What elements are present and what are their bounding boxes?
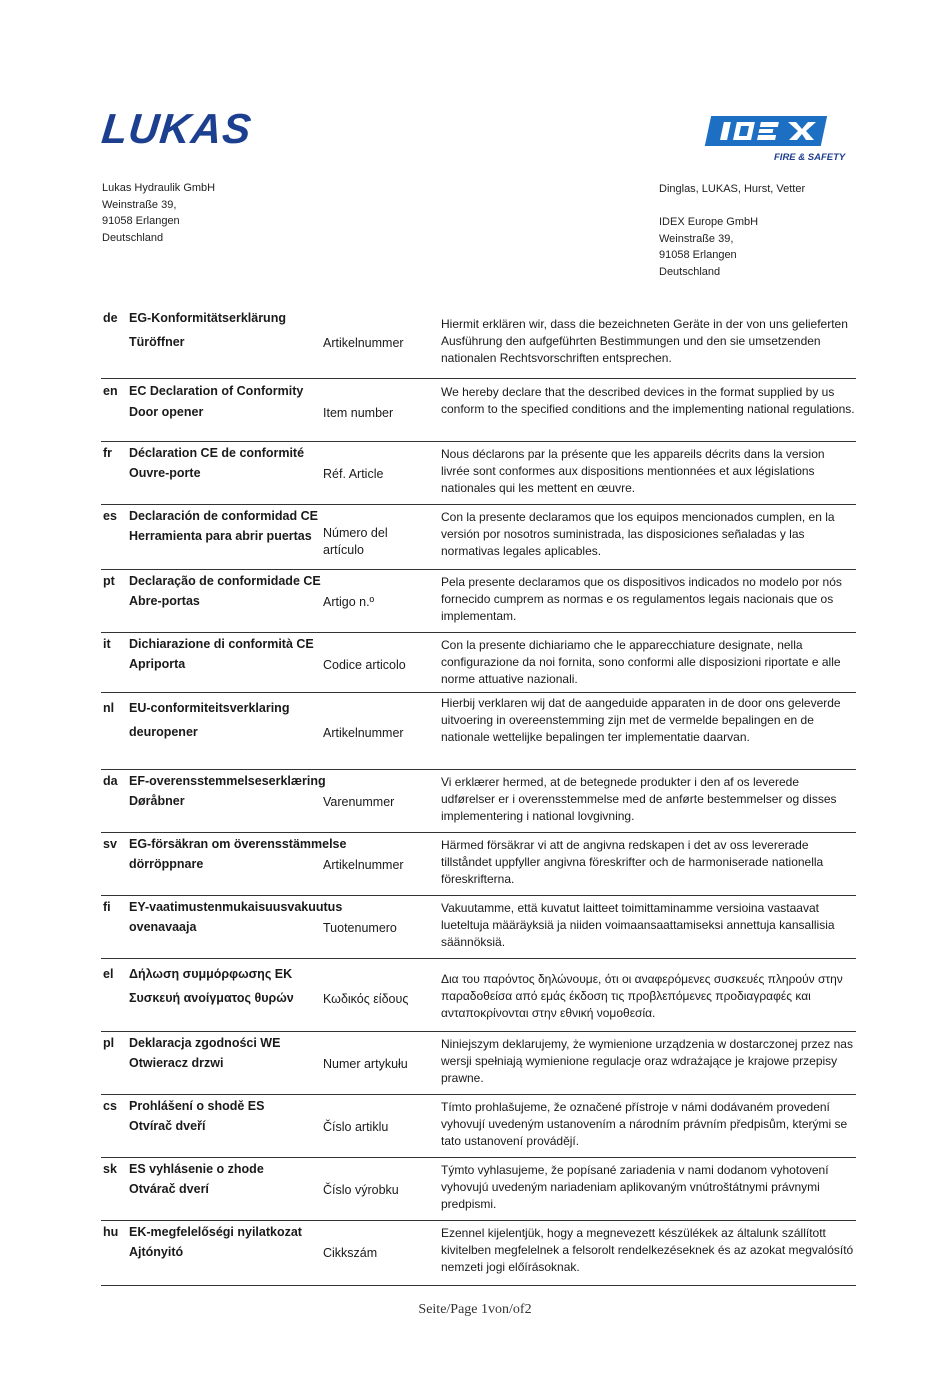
signatories <box>659 181 805 198</box>
language-code: da <box>103 774 118 788</box>
declaration-title: Deklaracja zgodności WE <box>129 1036 281 1050</box>
product-name: Door opener <box>129 405 204 419</box>
declaration-row <box>101 1032 856 1095</box>
product-name: Apriporta <box>129 657 186 671</box>
address-line: Weinstraße 39, <box>102 198 177 211</box>
language-code: es <box>103 509 117 523</box>
product-name: Ouvre-porte <box>129 466 201 480</box>
declaration-text: Con la presente dichiariamo che le apparecchiature designate, nella configurazione da noi fornita, sono conformi alle disposizioni riportate e alle norme attuative nazionali. <box>441 638 841 686</box>
declaration-text: Hierbij verklaren wij dat de aangeduide apparaten in de door ons geleverde uitvoering in overeenstemming zijn met de vermelde bepalingen en de nationale wettelijke bepalingen ter implementatie daarvan. <box>441 696 841 744</box>
declaration-text: Con la presente declaramos que los equipos mencionados cumplen, en la versión por nosotros suministrada, las disposiciones señaladas y las normativas legales aplicables. <box>441 510 835 558</box>
address-line: 91058 Erlangen <box>102 215 180 227</box>
declaration-row <box>101 442 856 505</box>
article-number-label: Cikkszám <box>323 1246 378 1260</box>
product-name: Otwieracz drzwi <box>129 1056 224 1070</box>
language-code: fi <box>103 900 111 914</box>
language-code: hu <box>103 1225 119 1239</box>
declaration-row <box>101 633 856 693</box>
declaration-title: Déclaration CE de conformité <box>129 446 305 460</box>
declaration-text: Vi erklærer hermed, at de betegnede produkter i den af os leverede udførelser er i overensstemmelse med de anførte bestemmelser og disses implementering i national lovgivning. <box>441 775 837 823</box>
manufacturer-address <box>102 180 215 246</box>
address-line: Weinstraße 39, <box>659 232 734 245</box>
product-name: Συσκευή ανοίγματος θυρών <box>129 991 294 1005</box>
declaration-row <box>101 833 856 896</box>
declaration-text: Týmto vyhlasujeme, že popísané zariadenia v nami dodanom vyhotovení vyhovujú uvedeným nariadeniam aplikovaným vnútroštátnymi právnymi predpismi. <box>441 1163 829 1211</box>
representative-address <box>659 214 758 280</box>
declaration-title: EU-conformiteitsverklaring <box>129 701 290 715</box>
address-line: IDEX Europe GmbH <box>659 216 759 228</box>
language-code: el <box>103 967 114 981</box>
article-number-label: Artikelnummer <box>323 336 404 350</box>
declaration-row <box>101 896 856 959</box>
declaration-text: Vakuutamme, että kuvatut laitteet toimittaminamme versioina vastaavat lueteltuja määräyksiä ja niiden voimaansaattamiseksi annettuja kansallisia säännöksiä. <box>441 901 835 949</box>
declaration-title: EK-megfelelőségi nyilatkozat <box>129 1225 302 1239</box>
declaration-text: Pela presente declaramos que os dispositivos indicados no modelo por nós fornecido cumprem as normas e os regulamentos legais nacionais que os implementam. <box>441 575 842 623</box>
article-number-label: Artikelnummer <box>323 726 404 740</box>
language-code: pt <box>103 574 115 588</box>
idex-tagline: FIRE & SAFETY <box>774 152 846 163</box>
product-name: Otvírač dveří <box>129 1119 206 1133</box>
declaration-title: EG-Konformitätserklärung <box>129 311 286 325</box>
language-code: it <box>103 637 111 651</box>
declaration-text: Δια του παρόντος δηλώνουμε, ότι οι αναφερόμενες συσκευές πληρούν στην παραδοθείσα από εμάς έκδοση τις προβλεπόμενες προδιαγραφές και ανταποκρίνονται στην εθνική νομοθεσία. <box>441 972 843 1020</box>
declaration-row <box>101 770 856 833</box>
language-code: fr <box>103 446 113 460</box>
address-line: Deutschland <box>102 231 164 244</box>
article-number-label: Κωδικός είδους <box>323 992 409 1006</box>
address-line: 91058 Erlangen <box>659 249 737 261</box>
product-name: deuropener <box>129 725 198 739</box>
declaration-row <box>101 1221 856 1286</box>
page-number: Seite/Page 1von/of2 <box>418 1302 532 1317</box>
declaration-row <box>101 959 856 1032</box>
language-code: sv <box>103 837 117 851</box>
article-number-label: Číslo výrobku <box>323 1183 399 1197</box>
article-number-label: Tuotenumero <box>323 921 397 935</box>
article-number-label: Artigo n.º <box>323 595 375 609</box>
declaration-row <box>101 693 856 770</box>
declaration-title: Dichiarazione di conformità CE <box>129 637 314 651</box>
declaration-row <box>101 570 856 633</box>
declaration-row <box>101 1095 856 1158</box>
declaration-row <box>101 304 856 379</box>
address-line: Lukas Hydraulik GmbH <box>102 182 216 194</box>
declaration-title: EY-vaatimustenmukaisuusvakuutus <box>129 900 343 914</box>
product-name: Otvárač dverí <box>129 1182 209 1196</box>
language-code: pl <box>103 1036 115 1050</box>
declaration-text: Härmed försäkrar vi att de angivna redskapen i det av oss levererade tillståndet uppfyller angivna föreskrifter och de harmoniserade nationella föreskrifterna. <box>441 838 824 886</box>
declaration-row <box>101 379 856 442</box>
language-code: de <box>103 311 118 325</box>
declaration-text: Niniejszym deklarujemy, że wymienione urządzenia w dostarczonej przez nas wersji spełniają wymienione regulacje oraz wdrażające je krajowe przepisy prawne. <box>441 1037 853 1085</box>
product-name: ovenavaaja <box>129 920 197 934</box>
product-name: Døråbner <box>129 794 185 808</box>
product-name: Ajtónyitó <box>129 1245 184 1259</box>
declaration-title: Δήλωση συμμόρφωσης ΕΚ <box>129 967 293 981</box>
declaration-title: EC Declaration of Conformity <box>129 384 304 398</box>
declaration-title: Prohlášení o shodě ES <box>129 1099 265 1113</box>
declaration-title: Declaração de conformidade CE <box>129 574 321 588</box>
product-name: Herramienta para abrir puertas <box>129 529 312 543</box>
article-number-label: Číslo artiklu <box>323 1120 389 1134</box>
declaration-text: Ezennel kijelentjük, hogy a megnevezett készülékek az általunk szállított kivitelben megfelelnek a felsorolt rendelkezéseknek és az azokat megvalósító nemzeti jogi előírásoknak. <box>441 1226 854 1274</box>
declaration-text: Hiermit erklären wir, dass die bezeichneten Geräte in der von uns gelieferten Ausführung den aufgeführten Bestimmungen und den sie umsetzenden nationalen Rechtsvorschriften entsprechen. <box>441 317 848 365</box>
declaration-title: ES vyhlásenie o zhode <box>129 1162 264 1176</box>
declaration-row <box>101 1158 856 1221</box>
declaration-title: EF-overensstemmelseserklæring <box>129 774 326 788</box>
address-line: Deutschland <box>659 265 721 278</box>
language-code: nl <box>103 701 115 715</box>
declaration-table <box>101 304 856 1286</box>
article-number-label: Numer artykułu <box>323 1057 408 1071</box>
article-number-label: Varenummer <box>323 795 395 809</box>
declaration-title: EG-försäkran om överensstämmelse <box>129 837 347 851</box>
declaration-text: Tímto prohlašujeme, že označené přístroje v námi dodávaném provedení vyhovují uvedeným ustanovením a národním právním předpisům, kterými se tato ustanovení provádějí. <box>441 1100 848 1148</box>
article-number-label: Codice articolo <box>323 658 406 672</box>
idex-logo <box>706 112 846 164</box>
signatories-text: Dinglas, LUKAS, Hurst, Vetter <box>659 183 806 195</box>
language-code: en <box>103 384 118 398</box>
article-number-label: Item number <box>323 406 394 420</box>
article-number-label: Artikelnummer <box>323 858 404 872</box>
lukas-logo: LUKAS <box>99 105 255 152</box>
declaration-text: We hereby declare that the described devices in the format supplied by us conform to the specified conditions and the implementing national regulations. <box>441 385 855 416</box>
article-number-label: Réf. Article <box>323 467 384 481</box>
article-number-label: Número del artículo <box>323 526 388 557</box>
declaration-row <box>101 505 856 570</box>
product-name: dörröppnare <box>129 857 204 871</box>
product-name: Abre-portas <box>129 594 200 608</box>
declaration-text: Nous déclarons par la présente que les appareils décrits dans la version livrée sont conformes aux dispositions mentionnées et aux législations nationales qui les mettent en œuvre. <box>441 447 825 495</box>
language-code: sk <box>103 1162 117 1176</box>
declaration-title: Declaración de conformidad CE <box>129 509 318 523</box>
product-name: Türöffner <box>129 335 185 349</box>
language-code: cs <box>103 1099 117 1113</box>
